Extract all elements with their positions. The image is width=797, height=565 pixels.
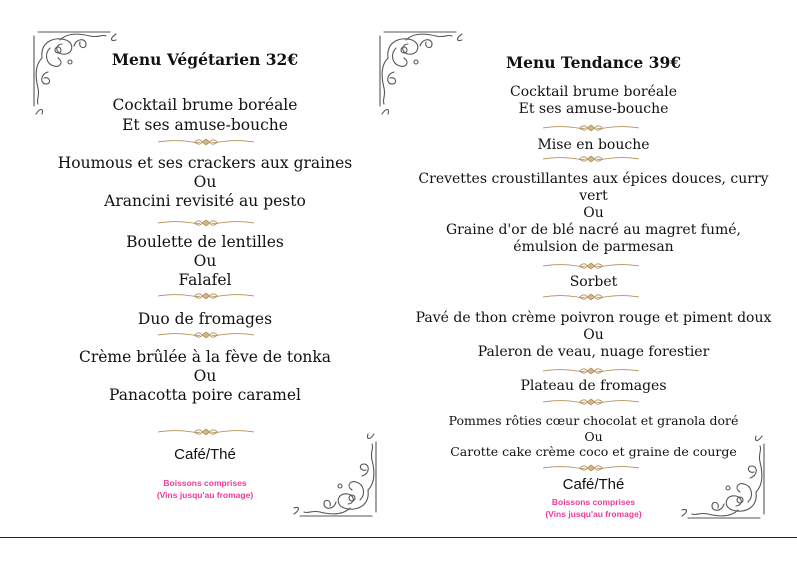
drinks-note: Boissons comprises: [551, 497, 636, 507]
drinks-note: Boissons comprises: [163, 478, 247, 488]
gold-divider-icon: [543, 464, 639, 472]
course-line: Pavé de thon crème poivron rouge et piment doux: [415, 310, 772, 326]
gold-divider-icon: [543, 262, 639, 270]
course-line: Et ses amuse-bouche: [122, 116, 288, 134]
gold-divider-icon: [543, 124, 639, 132]
gold-divider-icon: [158, 292, 254, 300]
gold-divider-icon: [158, 219, 254, 227]
course-line: Crevettes croustillantes aux épices douces, curry: [418, 171, 769, 187]
drinks-note: (Vins jusqu'au fromage): [156, 490, 254, 500]
gold-divider-icon: [158, 428, 254, 436]
menu-tendance: [400, 0, 797, 540]
course-line: Ou: [583, 205, 604, 221]
gold-divider-icon: [158, 331, 254, 339]
course-line: Boulette de lentilles: [126, 233, 284, 251]
course-line: Café/Thé: [562, 476, 625, 493]
course-line: Ou: [193, 252, 217, 270]
gold-divider-icon: [543, 293, 639, 301]
course-line: Arancini revisité au pesto: [104, 192, 306, 210]
course-line: Et ses amuse-bouche: [518, 101, 669, 117]
course-line: Ou: [584, 429, 603, 444]
gold-divider-icon: [543, 398, 639, 406]
course-line: vert: [579, 188, 608, 204]
course-line: Paleron de veau, nuage forestier: [477, 344, 710, 360]
course-line: Falafel: [178, 271, 232, 289]
course-line: Duo de fromages: [137, 310, 273, 328]
course-line: Pommes rôties cœur chocolat et granola doré: [448, 413, 739, 428]
course-line: Houmous et ses crackers aux graines: [57, 154, 353, 172]
flourish-corner-icon: [290, 430, 380, 520]
course-line: Café/Thé: [174, 446, 236, 463]
menu-vegetarien: [0, 0, 410, 540]
course-line: Plateau de fromages: [520, 378, 667, 394]
course-line: Graine d'or de blé nacré au magret fumé,: [446, 222, 741, 238]
course-line: Ou: [193, 367, 217, 385]
course-line: Cocktail brume boréale: [112, 96, 298, 114]
course-line: Sorbet: [569, 274, 618, 290]
course-line: Mise en bouche: [537, 137, 650, 153]
menu-title: Menu Tendance 39€: [505, 53, 682, 72]
drinks-note: (Vins jusqu'au fromage): [545, 509, 642, 519]
page-bottom-rule: [0, 537, 797, 538]
gold-divider-icon: [543, 155, 639, 163]
gold-divider-icon: [543, 367, 639, 375]
course-line: Ou: [583, 327, 604, 343]
course-line: Cocktail brume boréale: [509, 84, 677, 100]
course-line: Crème brûlée à la fève de tonka: [78, 348, 332, 366]
course-line: émulsion de parmesan: [513, 239, 674, 255]
menu-title: Menu Végétarien 32€: [111, 50, 299, 69]
course-line: Carotte cake crème coco et graine de courge: [450, 444, 737, 459]
course-line: Panacotta poire caramel: [109, 386, 301, 404]
gold-divider-icon: [158, 138, 254, 146]
course-line: Ou: [193, 173, 217, 191]
